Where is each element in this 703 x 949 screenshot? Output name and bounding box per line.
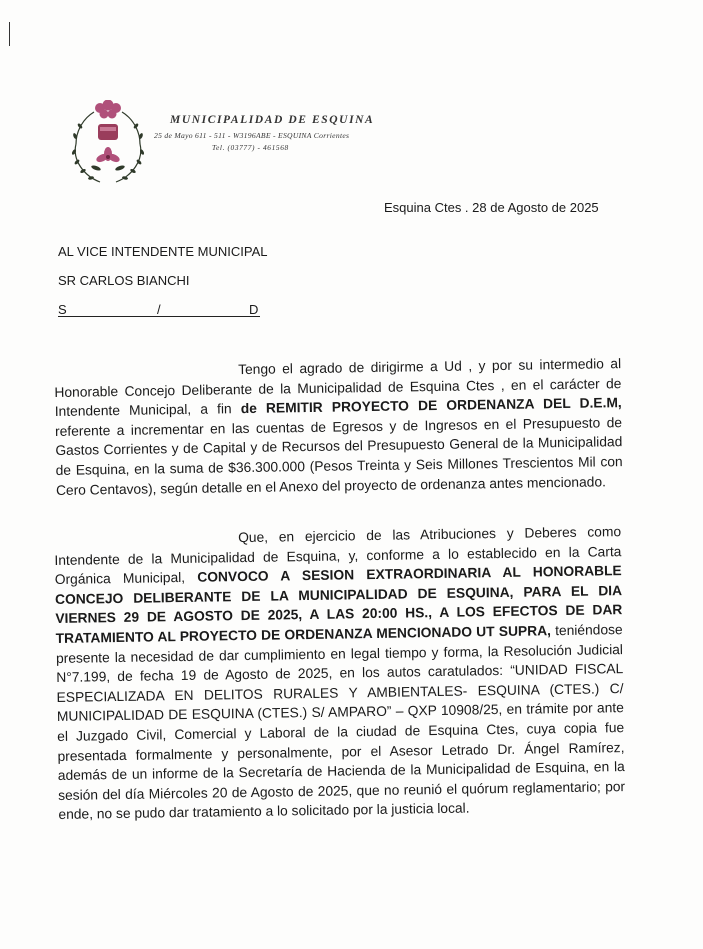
paragraph-2-bold: CONVOCO A SESION EXTRAORDINARIA AL HONORABLE CONCEJO DELIBERANTE DE LA MUNICIPALIDAD DE ESQUINA, PARA EL DIA VIERNES 29 DE AGOSTO DE 2025, A LAS 20:00 HS., A LOS EFECTOS DE DAR TRATAMIENTO AL PROYECTO DE ORDENANZA MENCIONADO UT SUPRA, [54,563,623,646]
letterhead [154,114,444,152]
municipality-phone: Tel. (03777) - 461568 [212,143,289,152]
paragraph-1-text-a: Tengo el agrado de dirigirme a Ud , y por su intermedio al Honorable Concejo Deliberante de la Municipalidad de Esquina Ctes , en el carácter de Intendente Municipal, a fin [54,356,622,420]
paragraph-2 [54,522,626,825]
municipality-address: 25 de Mayo 611 - 511 - W3196ABE - ESQUINA Corrientes [154,131,350,140]
municipality-name: MUNICIPALIDAD DE ESQUINA [170,114,375,126]
paragraph-1-text-c: referente a incrementar en las cuentas de Egresos y de Ingresos en el Presupuesto de Gastos Corrientes y de Capital y de Recursos del Presupuesto General de la Municipalidad de Esquina, en la suma de $36.300.000 (Pesos Treinta y Seis Millones Trescientos Mil con Cero Centavos), según detalle en el Anexo del proyecto de ordenanza antes mencionado. [54,414,623,498]
salutation-s: S [58,302,67,317]
salutation-d: D [249,302,259,317]
salutation-slash: / [157,302,161,317]
recipient-title: AL VICE INTENDENTE MUNICIPAL [58,244,268,259]
paragraph-2-text-c: teniéndose presente la necesidad de dar cumplimiento en legal tiempo y forma, la Resolución Judicial N°7.199, de fecha 19 de Agosto de 2025, en los autos caratulados: “UNIDAD FISCAL ESPECIALIZADA EN DELITOS RURALES Y AMBIENTALES- ESQUINA (CTES.) C/ MUNICIPALIDAD DE ESQUINA (CTES.) S/ AMPARO” – QXP 10908/25, en trámite por ante el Juzgado Civil, Comercial y Laboral de la ciudad de Esquina Ctes, cuya copia fue presentada formalmente y personalmente, por el Asesor Letrado Dr. Ángel Ramírez, además de un informe de la Secretaría de Hacienda de la Municipalidad de Esquina, en la sesión del día Miércoles 20 de Agosto de 2025, que no reunió el quórum reglamentario; por ende, no se pudo dar tratamiento a lo solicitado por la justicia local. [55,622,626,823]
municipal-seal-icon [62,100,154,190]
paragraph-1 [54,354,623,500]
recipient-name: SR CARLOS BIANCHI [58,273,190,288]
letter-date: Esquina Ctes . 28 de Agosto de 2025 [384,200,599,215]
salutation-sd [58,302,260,318]
paragraph-2-text-a: Que, en ejercicio de las Atribuciones y Deberes como Intendente de la Municipalidad de Esquina, y, conforme a lo establecido en la Carta Orgánica Municipal, [54,524,622,588]
margin-mark [9,22,10,46]
paragraph-1-bold: de REMITIR PROYECTO DE ORDENANZA DEL D.E.M, [240,395,622,417]
